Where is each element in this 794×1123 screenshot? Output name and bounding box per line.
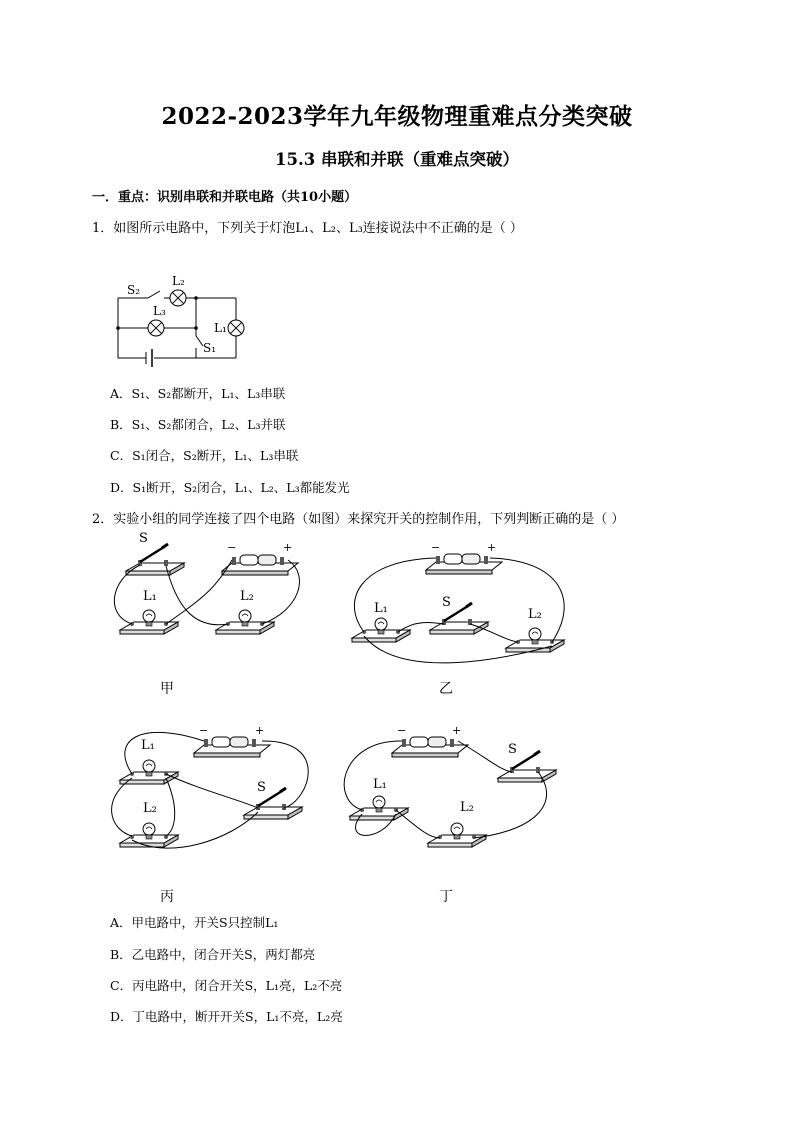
bing-label-l2: L₂: [143, 801, 157, 816]
ding-label-s: S: [508, 742, 517, 757]
page-subtitle: 15.3 串联和并联（重难点突破）: [275, 150, 519, 169]
ding-label-l1: L₁: [373, 777, 387, 792]
ding-label-minus: −: [397, 724, 407, 737]
label-s1: S₁: [203, 341, 217, 355]
caption-bing: 丙: [160, 889, 174, 905]
jia-label-plus: +: [283, 541, 293, 554]
q1-option-a: A．S₁、S₂都断开，L₁、L₃串联: [110, 386, 286, 401]
q2-option-c: C．丙电路中，闭合开关S，L₁亮，L₂不亮: [110, 978, 343, 993]
jia-label-l1: L₁: [143, 589, 157, 604]
label-l3: L₃: [153, 304, 166, 318]
caption-ding: 丁: [439, 889, 453, 905]
caption-jia: 甲: [160, 681, 174, 697]
section-heading: 一．重点：识别串联和并联电路（共10小题）: [92, 190, 358, 205]
q1-option-d: D．S₁断开，S₂闭合，L₁、L₂、L₃都能发光: [110, 480, 350, 495]
yi-label-plus: +: [487, 541, 497, 554]
jia-label-minus: −: [227, 541, 237, 554]
yi-label-l2: L₂: [528, 607, 542, 622]
bing-label-s: S: [257, 780, 266, 795]
yi-label-s: S: [442, 595, 451, 610]
q1-option-b: B．S₁、S₂都闭合，L₂、L₃并联: [110, 417, 286, 432]
page-title: 2022-2023学年九年级物理重难点分类突破: [161, 103, 633, 130]
yi-label-minus: −: [431, 541, 441, 554]
bing-label-minus: −: [199, 724, 209, 737]
label-s2: S₂: [127, 283, 141, 297]
label-l2: L₂: [172, 274, 185, 288]
q2-option-b: B．乙电路中，闭合开关S，两灯都亮: [110, 947, 316, 962]
bing-label-plus: +: [255, 724, 265, 737]
ding-label-l2: L₂: [460, 800, 474, 815]
bing-label-l1: L₁: [141, 738, 155, 753]
q1-option-c: C．S₁闭合，S₂断开，L₁、L₃串联: [110, 448, 299, 463]
jia-label-s: S: [139, 531, 148, 546]
q2-option-a: A．甲电路中，开关S只控制L₁: [110, 915, 279, 930]
q2-option-d: D．丁电路中，断开开关S，L₁不亮，L₂亮: [110, 1009, 343, 1024]
jia-label-l2: L₂: [240, 589, 254, 604]
label-l1: L₁: [214, 321, 227, 335]
question-2-stem: 2．实验小组的同学连接了四个电路（如图）来探究开关的控制作用，下列判断正确的是（ ）: [92, 512, 625, 527]
ding-label-plus: +: [452, 724, 462, 737]
caption-yi: 乙: [439, 681, 453, 697]
question-1-stem: 1．如图所示电路中，下列关于灯泡L₁、L₂、L₃连接说法中不正确的是（ ）: [92, 221, 523, 236]
yi-label-l1: L₁: [374, 601, 388, 616]
